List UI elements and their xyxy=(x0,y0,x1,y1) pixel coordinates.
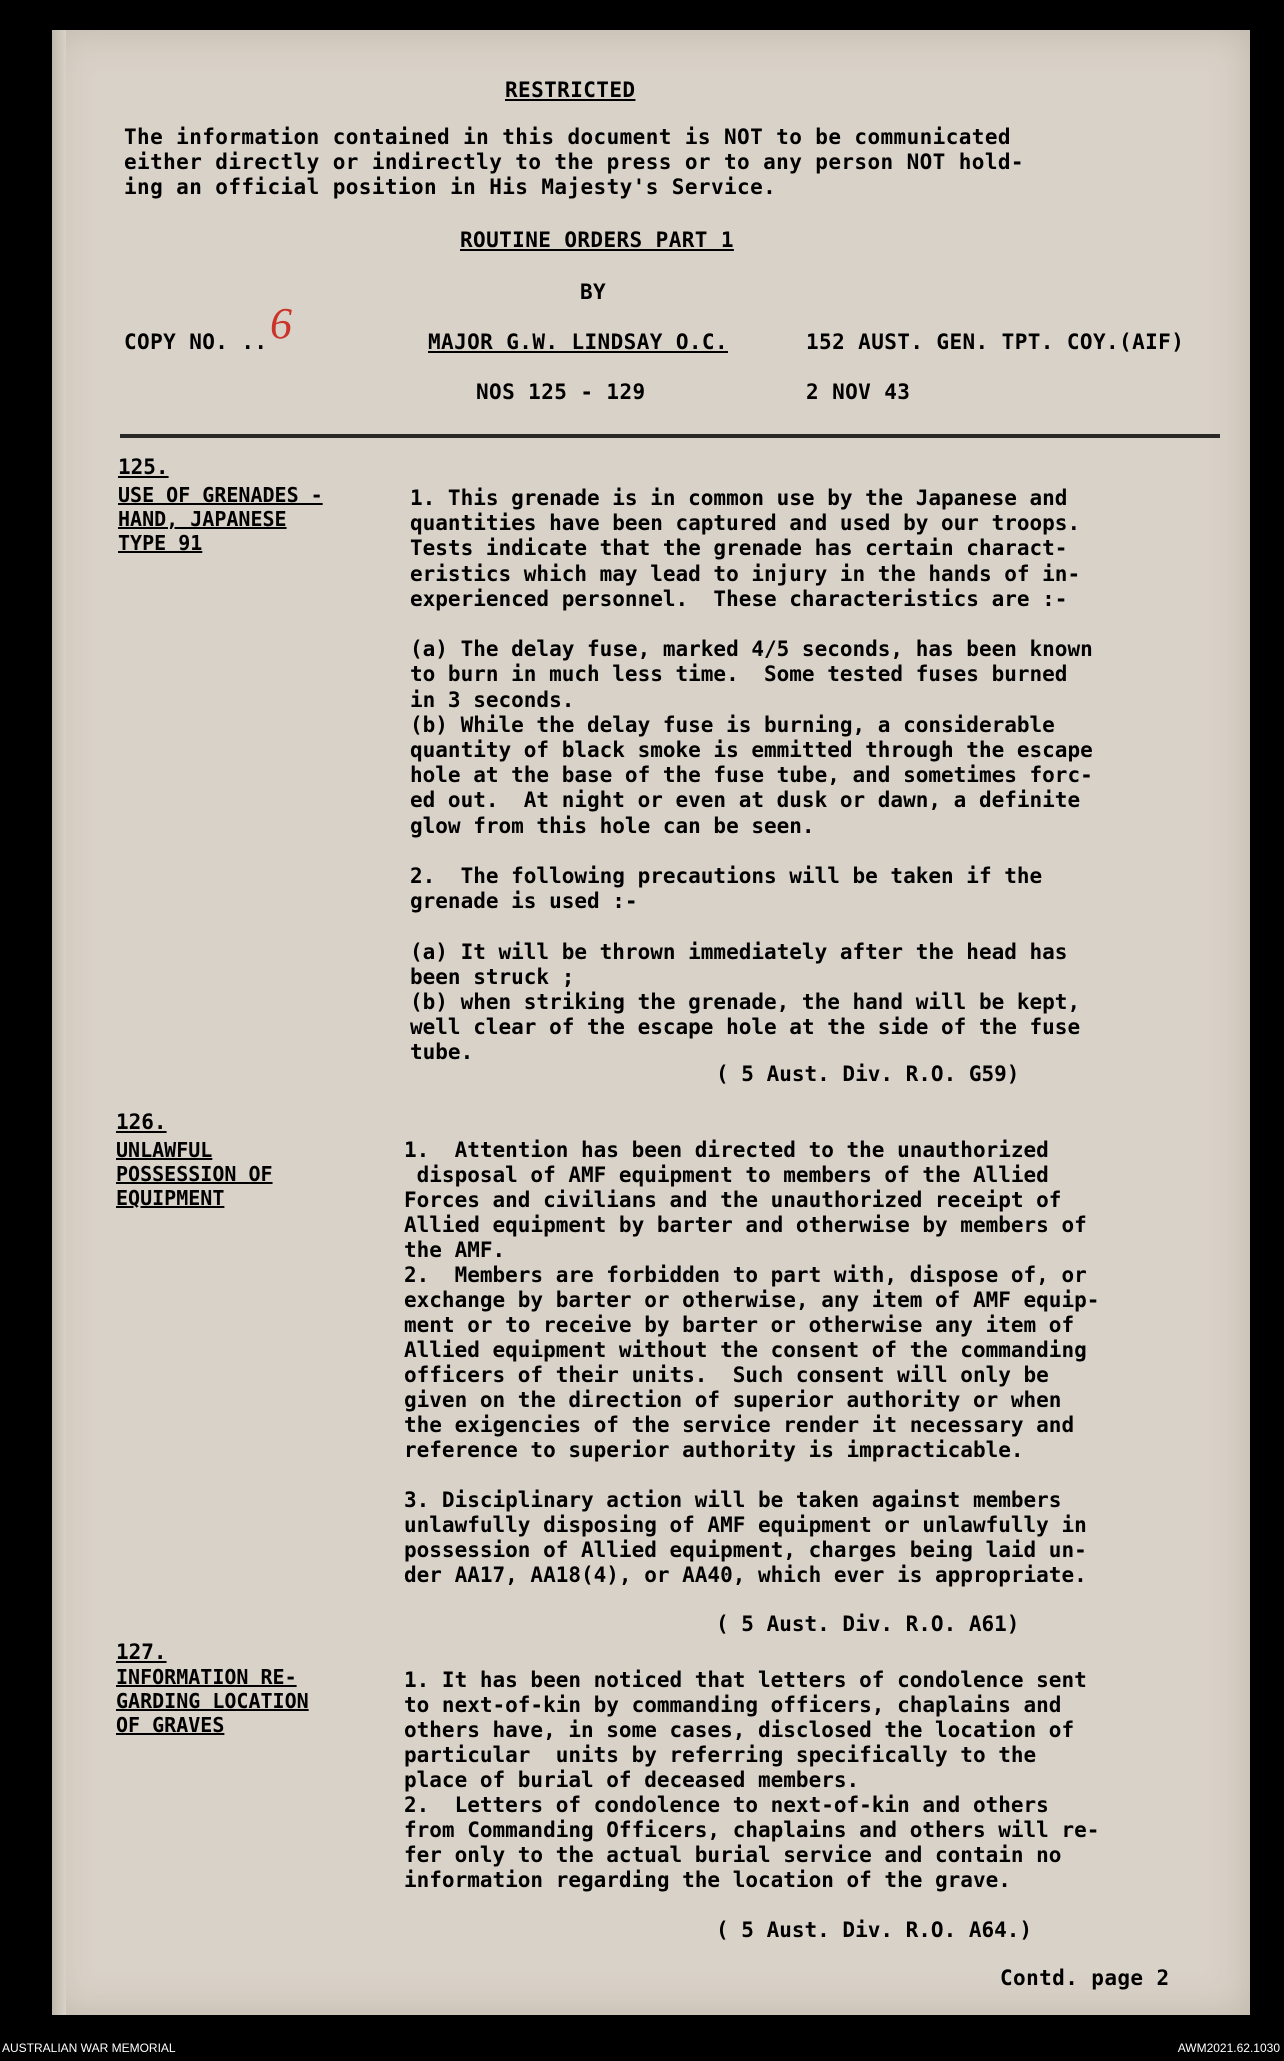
body-text-line: (a) The delay fuse, marked 4/5 seconds, has been known xyxy=(410,637,1093,662)
body-text-line: in 3 seconds. xyxy=(410,687,575,712)
body-text-line: experienced personnel. These characteristics are :- xyxy=(410,586,1068,611)
archive-reference: AWM2021.62.1030 xyxy=(1177,2041,1280,2055)
order-numbers: NOS 125 - 129 xyxy=(476,380,646,404)
order-date: 2 NOV 43 xyxy=(806,380,911,404)
body-text-line: to burn in much less time. Some tested fuses burned xyxy=(410,662,1068,687)
body-text-line: Forces and civilians and the unauthorized receipt of xyxy=(404,1188,1062,1212)
body-text-line: fer only to the actual burial service and contain no xyxy=(404,1843,1062,1867)
body-text-line: (b) when striking the grenade, the hand will be kept, xyxy=(410,990,1081,1014)
body-text-line: unlawfully disposing of AMF equipment or unlawfully in xyxy=(404,1513,1087,1537)
section-title-line: OF GRAVES xyxy=(116,1713,225,1737)
by-label: BY xyxy=(580,280,607,304)
body-text-line: 2. Members are forbidden to part with, dispose of, or xyxy=(404,1263,1087,1287)
notice-line: either directly or indirectly to the press or to any person NOT hold- xyxy=(124,150,1024,174)
officer-name: MAJOR G.W. LINDSAY O.C. xyxy=(428,330,728,354)
classification-heading: RESTRICTED xyxy=(505,78,636,102)
body-text-line: well clear of the escape hole at the side of the fuse xyxy=(410,1015,1081,1040)
section-number: 127. xyxy=(116,1640,167,1664)
section-title-line: EQUIPMENT xyxy=(116,1186,225,1210)
archive-credit: AUSTRALIAN WAR MEMORIAL xyxy=(2,2041,176,2055)
section-title-line: GARDING LOCATION xyxy=(116,1689,309,1713)
copy-label: COPY NO. .. xyxy=(124,330,268,354)
body-text-line: been struck ; xyxy=(410,964,575,989)
section-reference: ( 5 Aust. Div. R.O. G59) xyxy=(716,1062,1020,1086)
body-text-line: (a) It will be thrown immediately after the head has xyxy=(410,939,1068,964)
header-divider xyxy=(120,434,1220,438)
body-text-line: 1. It has been noticed that letters of condolence sent xyxy=(404,1668,1087,1692)
body-text-line: reference to superior authority is impracticable. xyxy=(404,1438,1024,1462)
body-text-line: exchange by barter or otherwise, any item of AMF equip- xyxy=(404,1288,1100,1312)
notice-line: ing an official position in His Majesty's Service. xyxy=(124,175,777,199)
body-text-line: others have, in some cases, disclosed the location of xyxy=(404,1718,1075,1742)
body-text-line: officers of their units. Such consent will only be xyxy=(404,1363,1049,1387)
section-title-line: UNLAWFUL xyxy=(116,1138,213,1162)
body-text-line: grenade is used :- xyxy=(410,889,638,914)
section-reference: ( 5 Aust. Div. R.O. A64.) xyxy=(716,1918,1033,1942)
body-text-line: Tests indicate that the grenade has certain charact- xyxy=(410,536,1068,561)
section-title-line: TYPE 91 xyxy=(118,531,203,555)
body-text-line: particular units by referring specifically to the xyxy=(404,1743,1037,1767)
copy-number: 6 xyxy=(270,299,292,348)
body-text-line: the exigencies of the service render it necessary and xyxy=(404,1413,1075,1437)
body-text-line: from Commanding Officers, chaplains and others will re- xyxy=(404,1818,1100,1842)
section-title-line: POSSESSION OF xyxy=(116,1162,273,1186)
body-text-line: quantity of black smoke is emmitted through the escape xyxy=(410,738,1093,762)
body-text-line: 1. Attention has been directed to the unauthorized xyxy=(404,1138,1049,1162)
body-text-line: given on the direction of superior authority or when xyxy=(404,1388,1062,1412)
section-title-line: USE OF GRENADES - xyxy=(118,483,323,507)
body-text-line: to next-of-kin by commanding officers, chaplains and xyxy=(404,1693,1062,1717)
section-reference: ( 5 Aust. Div. R.O. A61) xyxy=(716,1612,1020,1636)
body-text-line: der AA17, AA18(4), or AA40, which ever is appropriate. xyxy=(404,1563,1087,1587)
unit-name: 152 AUST. GEN. TPT. COY.(AIF) xyxy=(806,330,1185,354)
body-text-line: Allied equipment without the consent of the commanding xyxy=(404,1338,1087,1362)
body-text-line: disposal of AMF equipment to members of the Allied xyxy=(404,1163,1049,1187)
body-text-line: tube. xyxy=(410,1040,474,1065)
section-title-line: INFORMATION RE- xyxy=(116,1665,297,1689)
body-text-line: possession of Allied equipment, charges being laid un- xyxy=(404,1538,1087,1562)
body-text-line: place of burial of deceased members. xyxy=(404,1768,860,1792)
body-text-line: eristics which may lead to injury in the hands of in- xyxy=(410,561,1081,586)
body-text-line: ment or to receive by barter or otherwise any item of xyxy=(404,1313,1075,1337)
body-text-line: glow from this hole can be seen. xyxy=(410,813,815,838)
notice-line: The information contained in this document is NOT to be communicated xyxy=(124,125,1011,149)
continued-note: Contd. page 2 xyxy=(1000,1966,1170,1990)
body-text-line: 2. The following precautions will be taken if the xyxy=(410,864,1043,888)
section-title-line: HAND, JAPANESE xyxy=(118,507,287,531)
section-number: 126. xyxy=(116,1110,167,1134)
section-number: 125. xyxy=(118,455,169,479)
body-text-line: hole at the base of the fuse tube, and sometimes forc- xyxy=(410,763,1093,788)
body-text-line: 2. Letters of condolence to next-of-kin and others xyxy=(404,1793,1049,1817)
body-text-line: (b) While the delay fuse is burning, a considerable xyxy=(410,712,1055,737)
body-text-line: the AMF. xyxy=(404,1238,506,1262)
body-text-line: information regarding the location of the grave. xyxy=(404,1868,1011,1892)
body-text-line: ed out. At night or even at dusk or dawn, a definite xyxy=(410,788,1081,813)
body-text-line: quantities have been captured and used by our troops. xyxy=(410,511,1081,536)
body-text-line: 3. Disciplinary action will be taken against members xyxy=(404,1488,1062,1512)
page-edge xyxy=(52,30,66,2015)
body-text-line: 1. This grenade is in common use by the Japanese and xyxy=(410,486,1068,510)
document-title: ROUTINE ORDERS PART 1 xyxy=(460,228,734,252)
body-text-line: Allied equipment by barter and otherwise by members of xyxy=(404,1213,1087,1237)
